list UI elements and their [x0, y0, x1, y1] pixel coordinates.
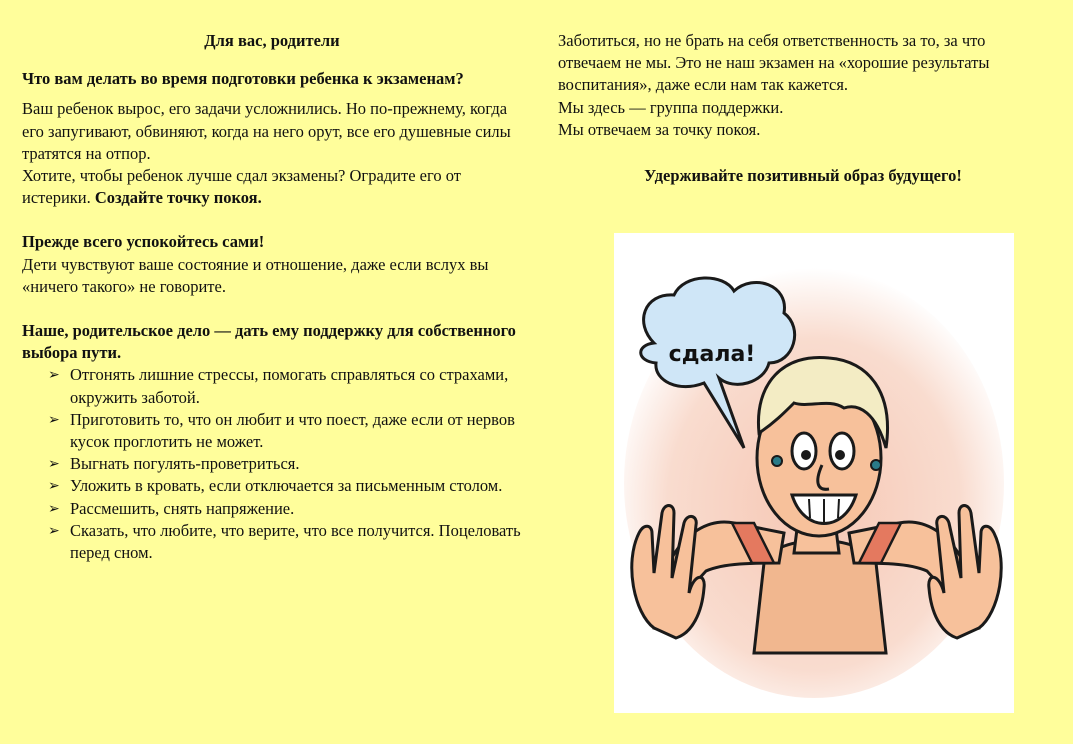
list-item: ➢ Сказать, что любите, что верите, что все получится. Поцеловать перед сном.: [48, 520, 521, 563]
calm-heading: Прежде всего успокойтесь сами!: [22, 232, 265, 252]
list-item: ➢ Отгонять лишние стрессы, помогать справляться со страхами, окружить заботой.: [48, 365, 509, 407]
speech-text: сдала!: [668, 342, 756, 367]
arrow-bullet-icon: ➢: [48, 367, 60, 384]
arrow-bullet-icon: ➢: [48, 411, 60, 428]
arrow-bullet-icon: ➢: [48, 522, 60, 539]
list-item: ➢ Выгнать погулять-проветриться.: [48, 453, 522, 475]
list-item: ➢ Уложить в кровать, если отключается за письменным столом.: [48, 475, 522, 497]
advice-emphasis: Создайте точку покоя.: [94, 188, 262, 208]
list-item: ➢ Приготовить то, что он любит и что поест, даже если от нервов кусок проглотить не может.: [48, 409, 515, 452]
calm-paragraph: Дети чувствуют ваше состояние и отношение, даже если вслух вы «ничего такого» не говорите.: [22, 254, 489, 296]
intro-paragraph: Ваш ребенок вырос, его задачи усложнились. Но по-прежнему, когда его запугивают, обвиняют, когда на него орут, все его душевные силы тратятся на отпор.: [22, 99, 511, 163]
left-column: [22, 30, 522, 564]
question-heading: Что вам делать во время подготовки ребенка к экзаменам?: [22, 69, 464, 89]
arrow-bullet-icon: ➢: [48, 456, 60, 473]
right-column: [558, 30, 1048, 187]
positive-heading: Удерживайте позитивный образ будущего!: [644, 166, 962, 186]
support-heading: Наше, родительское дело — дать ему поддержку для собственного выбора пути.: [22, 321, 516, 363]
support-group-line: Мы здесь — группа поддержки.: [558, 97, 784, 117]
advice-text: Хотите, чтобы ребенок лучше сдал экзамены? Оградите его от истерики.: [22, 166, 461, 208]
cartoon-figure-icon: [614, 233, 1014, 713]
responsibility-paragraph: Заботиться, но не брать на себя ответственность за то, за что отвечаем не мы. Это не наш экзамен на «хорошие результаты воспитания», даже если нам так кажется.: [558, 31, 990, 95]
advice-paragraph: [22, 165, 522, 209]
calm-point-line: Мы отвечаем за точку покоя.: [558, 119, 761, 139]
list-item: ➢ Рассмешить, снять напряжение.: [48, 498, 522, 520]
page-title: Для вас, родители: [204, 31, 340, 50]
support-list: [22, 364, 522, 564]
arrow-bullet-icon: ➢: [48, 500, 60, 517]
arrow-bullet-icon: ➢: [48, 478, 60, 495]
cartoon-illustration: [614, 233, 1014, 713]
